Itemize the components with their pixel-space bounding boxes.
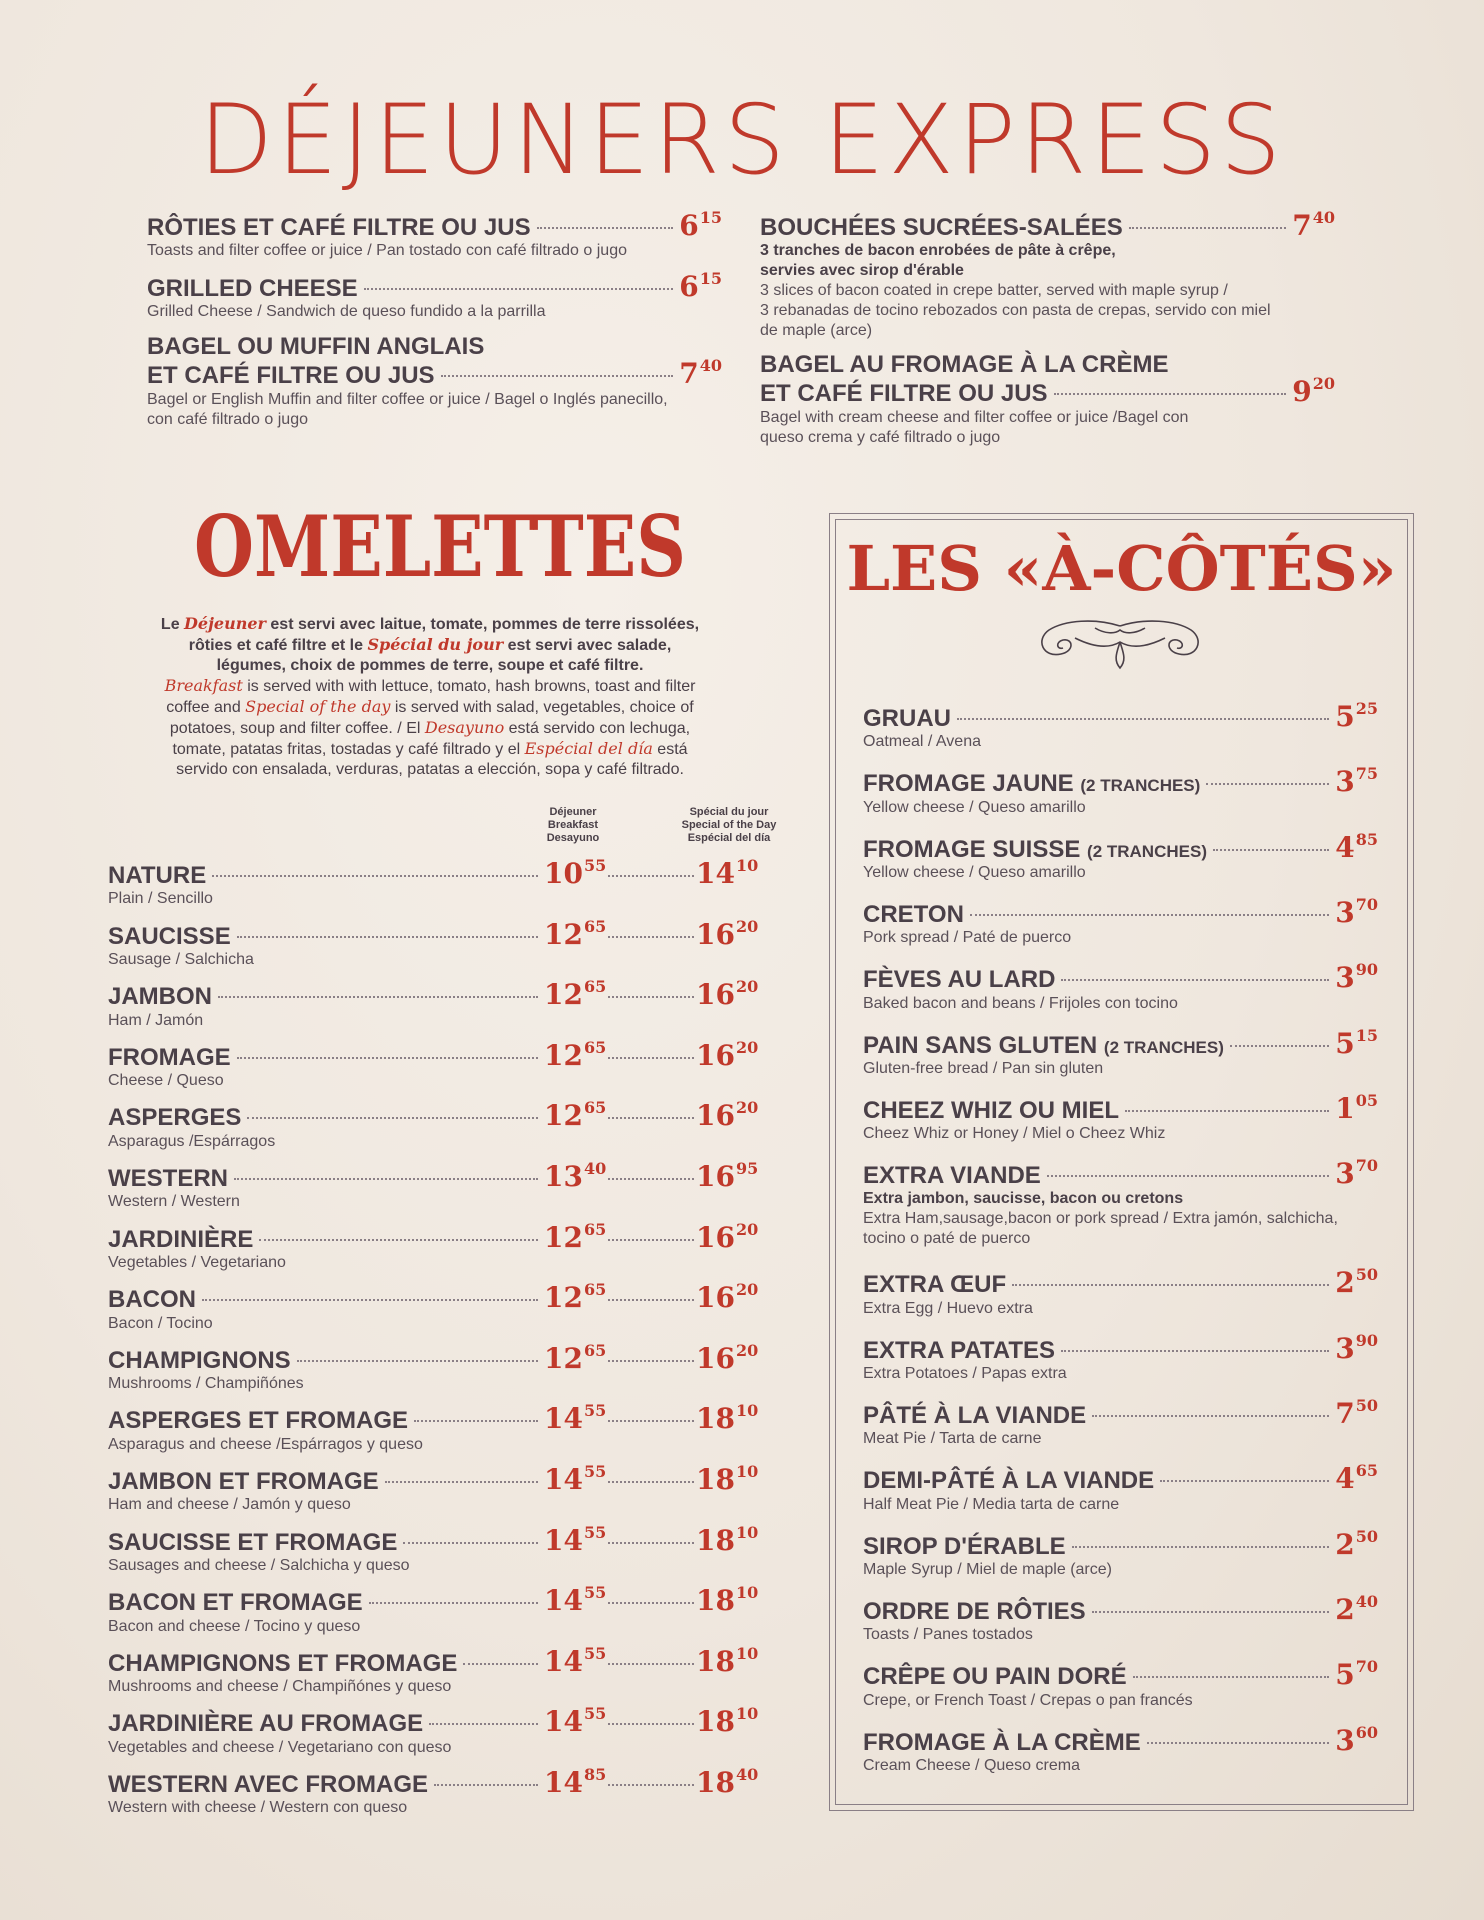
item-name: JAMBON — [108, 983, 213, 1011]
menu-item-grilled-cheese — [147, 269, 722, 322]
dot-leader — [608, 1481, 694, 1483]
price-dejeuner: $14^{55}$ — [544, 1583, 607, 1618]
item-name: FROMAGE À LA CRÈME — [863, 1728, 1141, 1756]
omelette-item — [108, 1583, 759, 1636]
dot-leader — [218, 996, 538, 998]
item-price: $3^{60}$ — [1335, 1722, 1378, 1757]
item-name: BACON — [108, 1286, 196, 1314]
item-name: NATURE — [108, 862, 207, 889]
side-item — [863, 829, 1378, 883]
menu-item-roties — [147, 208, 722, 261]
dot-leader — [608, 1057, 694, 1059]
item-name: DEMI-PÂTÉ À LA VIANDE — [863, 1467, 1155, 1495]
item-price: $2^{50}$ — [1335, 1265, 1378, 1300]
item-description: Bacon and cheese / Tocino y queso — [108, 1617, 361, 1635]
item-name: EXTRA PATATES — [863, 1336, 1055, 1364]
item-name: JARDINIÈRE — [108, 1225, 254, 1253]
item-description: Toasts and filter coffee or juice / Pan tostado con café filtrado o jugo — [147, 242, 627, 260]
omelette-item — [108, 1522, 759, 1576]
item-description: Mushrooms and cheese / Champiñónes y queso — [108, 1678, 452, 1696]
dot-leader — [1054, 393, 1287, 395]
item-description: Pork spread / Paté de puerco — [863, 929, 1072, 947]
item-name: SAUCISSE ET FROMAGE — [108, 1528, 398, 1556]
price-dejeuner: $14^{55}$ — [544, 1704, 607, 1739]
item-description: con café filtrado o jugo — [147, 410, 308, 428]
item-price: $4^{85}$ — [1335, 829, 1378, 864]
item-price: $3^{75}$ — [1335, 764, 1378, 799]
item-price: $3^{90}$ — [1335, 960, 1378, 995]
item-description: Vegetables and cheese / Vegetariano con queso — [108, 1738, 452, 1756]
item-description: Extra Potatoes / Papas extra — [863, 1365, 1067, 1383]
price-dejeuner: $14^{55}$ — [544, 1401, 607, 1436]
dot-leader — [247, 1117, 538, 1119]
omelette-item — [108, 1401, 759, 1454]
item-name: FROMAGE SUISSE (2 TRANCHES) — [863, 835, 1207, 863]
dot-leader — [1072, 1546, 1330, 1548]
side-item — [863, 1330, 1378, 1384]
price-dejeuner: $12^{65}$ — [544, 1098, 607, 1133]
menu-item-bagel-cream-cheese — [760, 352, 1335, 448]
item-name: JAMBON ET FROMAGE — [108, 1468, 379, 1495]
omelette-item — [108, 856, 759, 909]
dot-leader — [429, 1723, 538, 1725]
page-title: DÉJEUNERS EXPRESS — [199, 84, 1285, 196]
item-description: Cream Cheese / Queso crema — [863, 1756, 1080, 1774]
dot-leader — [414, 1420, 538, 1422]
dot-leader — [385, 1481, 538, 1483]
item-price: $4^{65}$ — [1335, 1461, 1378, 1496]
item-name: FROMAGE — [108, 1043, 231, 1071]
column-header-dejeuner: Déjeuner Breakfast Desayuno — [546, 806, 600, 844]
side-item — [863, 1461, 1378, 1514]
price-dejeuner: $14^{55}$ — [544, 1462, 607, 1496]
item-description: Yellow cheese / Queso amarillo — [863, 863, 1086, 881]
item-name: ASPERGES ET FROMAGE — [108, 1407, 409, 1435]
item-description: Mushrooms / Champiñónes — [108, 1375, 304, 1393]
dot-leader — [463, 1663, 538, 1665]
price-special: $16^{95}$ — [696, 1159, 759, 1193]
item-description: Gluten-free bread / Pan sin gluten — [863, 1059, 1104, 1077]
item-price: $3^{70}$ — [1335, 1156, 1378, 1191]
item-description: Grilled Cheese / Sandwich de queso fundido a la parrilla — [147, 303, 546, 321]
omelette-item — [108, 1340, 759, 1394]
omelette-item — [108, 1462, 759, 1515]
dot-leader — [364, 288, 674, 290]
dot-leader — [537, 227, 674, 229]
dot-leader — [1206, 783, 1329, 785]
dot-leader — [608, 1239, 694, 1241]
item-description: Half Meat Pie / Media tarta de carne — [863, 1495, 1120, 1513]
item-description: Baked bacon and beans / Frijoles con tocino — [863, 994, 1178, 1012]
item-name: GRILLED CHEESE — [147, 275, 358, 302]
dot-leader — [1012, 1284, 1329, 1286]
dot-leader — [369, 1602, 538, 1604]
item-name: GRUAU — [863, 705, 951, 732]
item-description: Extra Ham,sausage,bacon or pork spread / Extra jamón, salchicha, — [863, 1210, 1338, 1228]
omelette-item — [108, 1765, 759, 1818]
item-price: $7^{50}$ — [1335, 1396, 1378, 1430]
price-special: $18^{10}$ — [696, 1462, 759, 1496]
price-special: $18^{10}$ — [696, 1704, 759, 1739]
dot-leader — [1133, 1676, 1330, 1678]
price-special: $16^{20}$ — [696, 1280, 759, 1315]
price-special: $18^{10}$ — [696, 1401, 759, 1436]
dot-leader — [608, 996, 694, 998]
price-special: $18^{10}$ — [696, 1583, 759, 1618]
item-name: FÈVES AU LARD — [863, 966, 1056, 994]
dot-leader — [1147, 1742, 1329, 1744]
price-dejeuner: $12^{65}$ — [544, 1340, 607, 1375]
item-name: EXTRA VIANDE — [863, 1162, 1041, 1190]
dot-leader — [202, 1299, 538, 1301]
dot-leader — [234, 1178, 538, 1180]
menu-item-bagel-muffin — [147, 334, 722, 430]
item-name: BACON ET FROMAGE — [108, 1589, 363, 1617]
item-name: ORDRE DE RÔTIES — [863, 1597, 1086, 1625]
omelette-item — [108, 916, 759, 970]
side-item — [863, 764, 1378, 817]
side-item — [863, 699, 1378, 752]
menu-item-bouchees — [760, 208, 1335, 341]
column-header-special: Spécial du jour Special of the Day Espécial del día — [681, 806, 777, 844]
item-name: RÔTIES ET CAFÉ FILTRE OU JUS — [147, 214, 531, 241]
omelettes-title: OMELETTES — [194, 497, 686, 596]
omelette-item — [108, 1643, 759, 1697]
omelette-item — [108, 1219, 759, 1273]
price-special: $18^{10}$ — [696, 1643, 759, 1678]
item-name: CRÊPE OU PAIN DORÉ — [863, 1663, 1127, 1691]
item-price: $5^{25}$ — [1335, 699, 1378, 733]
item-name: ET CAFÉ FILTRE OU JUS — [147, 362, 435, 390]
item-price: $6^{15}$ — [679, 208, 722, 242]
price-special: $14^{10}$ — [696, 856, 759, 890]
price-dejeuner: $12^{65}$ — [544, 977, 607, 1012]
dot-leader — [1230, 1045, 1329, 1047]
side-item — [863, 960, 1378, 1013]
sides-title: LES «À-CÔTÉS» — [846, 532, 1397, 605]
item-price: $3^{70}$ — [1335, 894, 1378, 929]
item-description: Asparagus and cheese /Espárragos y queso — [108, 1435, 423, 1453]
item-description: Ham and cheese / Jamón y queso — [108, 1496, 351, 1514]
dot-leader — [1061, 1350, 1329, 1352]
item-name: BOUCHÉES SUCRÉES-SALÉES — [760, 214, 1123, 241]
price-dejeuner: $12^{65}$ — [544, 1219, 607, 1254]
item-description: Oatmeal / Avena — [863, 733, 981, 751]
dot-leader — [608, 1723, 694, 1725]
price-special: $16^{20}$ — [696, 1340, 759, 1375]
side-item — [863, 1396, 1378, 1449]
side-item — [863, 1025, 1378, 1079]
item-description: de maple (arce) — [760, 322, 873, 340]
side-item — [863, 894, 1378, 948]
dot-leader — [1061, 979, 1329, 981]
item-name: SAUCISSE — [108, 922, 231, 950]
dot-leader — [434, 1784, 538, 1786]
item-price: $1^{05}$ — [1335, 1090, 1378, 1125]
dot-leader — [1129, 227, 1287, 229]
item-name: WESTERN AVEC FROMAGE — [108, 1771, 429, 1798]
item-name: JARDINIÈRE AU FROMAGE — [108, 1710, 424, 1738]
item-description: Crepe, or French Toast / Crepas o pan francés — [863, 1691, 1193, 1709]
item-price: $9^{20}$ — [1292, 374, 1335, 409]
price-special: $18^{40}$ — [696, 1765, 759, 1799]
item-description: Asparagus /Espárragos — [108, 1132, 276, 1150]
item-price: $7^{40}$ — [679, 356, 722, 391]
price-special: $16^{20}$ — [696, 1037, 759, 1072]
item-description: 3 rebanadas de tocino rebozados con pasta de crepas, servido con miel — [760, 302, 1271, 320]
dot-leader — [1160, 1480, 1329, 1482]
item-description: queso crema y café filtrado o jugo — [760, 428, 1001, 446]
item-description: Ham / Jamón — [108, 1011, 204, 1029]
dot-leader — [608, 875, 694, 877]
dot-leader — [608, 1299, 694, 1301]
item-name: CHAMPIGNONS ET FROMAGE — [108, 1649, 458, 1677]
item-name: EXTRA ŒUF — [863, 1271, 1007, 1299]
omelette-item — [108, 1280, 759, 1333]
dot-leader — [608, 1602, 694, 1604]
item-description: Maple Syrup / Miel de maple (arce) — [863, 1560, 1112, 1578]
item-description: Cheese / Queso — [108, 1072, 224, 1090]
item-name: SIROP D'ÉRABLE — [863, 1532, 1066, 1560]
item-description: 3 slices of bacon coated in crepe batter, served with maple syrup / — [760, 282, 1228, 300]
item-price: $5^{70}$ — [1335, 1657, 1378, 1692]
side-item — [863, 1657, 1378, 1710]
item-name: CRETON — [863, 900, 964, 928]
side-item — [863, 1090, 1378, 1144]
item-price: $2^{50}$ — [1335, 1526, 1378, 1561]
price-dejeuner: $10^{55}$ — [544, 856, 607, 890]
item-name: PAIN SANS GLUTEN (2 TRANCHES) — [863, 1031, 1224, 1059]
item-description: Western / Western — [108, 1193, 240, 1211]
item-name-line1: BAGEL AU FROMAGE À LA CRÈME — [760, 351, 1169, 378]
omelettes-intro: Le Déjeuner est servi avec laitue, tomate, pommes de terre rissolées, rôties et café filtre et le Spécial du jour est servi avec salade, légumes, choix de pommes de terre, soupe et café filtre. Breakfast is served with with lettuce, tomato, hash browns, toast and filter coffee and Special of the day is served with salad, vegetables, choice of potatoes, soup and filter coffee. / El Desayuno está servido con lechuga, tomate, patatas fritas, tostadas y café filtrado y el Espécial del día está servido con ensalada, verduras, patatas a elección, sopa y café filtrado. — [160, 614, 700, 778]
side-item — [863, 1591, 1378, 1645]
item-description: Vegetables / Vegetariano — [108, 1253, 286, 1271]
item-description: Bagel or English Muffin and filter coffee or juice / Bagel o Inglés panecillo, — [147, 390, 668, 408]
item-description: Sausage / Salchicha — [108, 950, 254, 968]
price-special: $16^{20}$ — [696, 977, 759, 1012]
dot-leader — [608, 936, 694, 938]
dot-leader — [608, 1542, 694, 1544]
price-dejeuner: $14^{55}$ — [544, 1643, 607, 1678]
dot-leader — [1092, 1415, 1329, 1417]
item-price: $3^{90}$ — [1335, 1330, 1378, 1365]
price-dejeuner: $12^{65}$ — [544, 1037, 607, 1072]
dot-leader — [608, 1420, 694, 1422]
side-item — [863, 1722, 1378, 1776]
dot-leader — [1213, 849, 1329, 851]
dot-leader — [259, 1239, 538, 1241]
price-dejeuner: $14^{55}$ — [544, 1522, 607, 1557]
item-description: Bagel with cream cheese and filter coffee or juice /Bagel con — [760, 408, 1189, 426]
dot-leader — [297, 1360, 538, 1362]
side-item — [863, 1265, 1378, 1318]
item-subtitle: servies avec sirop d'érable — [760, 262, 964, 280]
price-special: $18^{10}$ — [696, 1522, 759, 1557]
item-name-line1: BAGEL OU MUFFIN ANGLAIS — [147, 333, 485, 360]
dot-leader — [237, 936, 538, 938]
side-item — [863, 1156, 1378, 1249]
flourish-ornament-icon — [1035, 618, 1205, 676]
item-description: Sausages and cheese / Salchicha y queso — [108, 1556, 410, 1574]
item-description: Extra Egg / Huevo extra — [863, 1299, 1033, 1317]
item-price: $6^{15}$ — [679, 269, 722, 303]
item-description: tocino o paté de puerco — [863, 1230, 1031, 1248]
item-name: PÂTÉ À LA VIANDE — [863, 1402, 1087, 1429]
dot-leader — [608, 1784, 694, 1786]
item-name: FROMAGE JAUNE (2 TRANCHES) — [863, 770, 1201, 798]
dot-leader — [957, 718, 1329, 720]
item-price: $7^{40}$ — [1292, 208, 1335, 242]
dot-leader — [212, 875, 538, 877]
price-special: $16^{20}$ — [696, 1098, 759, 1133]
item-description: Meat Pie / Tarta de carne — [863, 1430, 1042, 1448]
omelette-item — [108, 1704, 759, 1757]
item-name: ET CAFÉ FILTRE OU JUS — [760, 380, 1048, 408]
item-description: Western with cheese / Western con queso — [108, 1799, 408, 1817]
item-subtitle: 3 tranches de bacon enrobées de pâte à crêpe, — [760, 242, 1116, 260]
omelette-item — [108, 1037, 759, 1091]
price-dejeuner: $12^{65}$ — [544, 916, 607, 951]
omelette-item — [108, 1159, 759, 1212]
item-description: Bacon / Tocino — [108, 1314, 213, 1332]
dot-leader — [608, 1178, 694, 1180]
dot-leader — [403, 1542, 538, 1544]
item-description: Plain / Sencillo — [108, 890, 213, 908]
item-description: Yellow cheese / Queso amarillo — [863, 798, 1086, 816]
item-price: $2^{40}$ — [1335, 1591, 1378, 1626]
dot-leader — [608, 1663, 694, 1665]
omelette-item — [108, 977, 759, 1030]
dot-leader — [608, 1360, 694, 1362]
dot-leader — [237, 1057, 538, 1059]
dot-leader — [441, 375, 674, 377]
item-name: WESTERN — [108, 1165, 228, 1192]
item-description: Toasts / Panes tostados — [863, 1626, 1033, 1644]
item-subtitle: Extra jambon, saucisse, bacon ou cretons — [863, 1190, 1184, 1208]
item-price: $5^{15}$ — [1335, 1025, 1378, 1060]
price-special: $16^{20}$ — [696, 916, 759, 951]
price-special: $16^{20}$ — [696, 1219, 759, 1254]
price-dejeuner: $13^{40}$ — [544, 1159, 607, 1193]
dot-leader — [608, 1117, 694, 1119]
item-description: Cheez Whiz or Honey / Miel o Cheez Whiz — [863, 1125, 1166, 1143]
omelette-item — [108, 1098, 759, 1151]
item-name: ASPERGES — [108, 1104, 242, 1132]
item-name: CHEEZ WHIZ OU MIEL — [863, 1096, 1119, 1124]
dot-leader — [1125, 1110, 1329, 1112]
dot-leader — [1047, 1175, 1329, 1177]
dot-leader — [1092, 1611, 1330, 1613]
dot-leader — [970, 914, 1329, 916]
price-dejeuner: $14^{85}$ — [544, 1765, 607, 1799]
price-dejeuner: $12^{65}$ — [544, 1280, 607, 1315]
side-item — [863, 1526, 1378, 1580]
item-name: CHAMPIGNONS — [108, 1346, 291, 1374]
